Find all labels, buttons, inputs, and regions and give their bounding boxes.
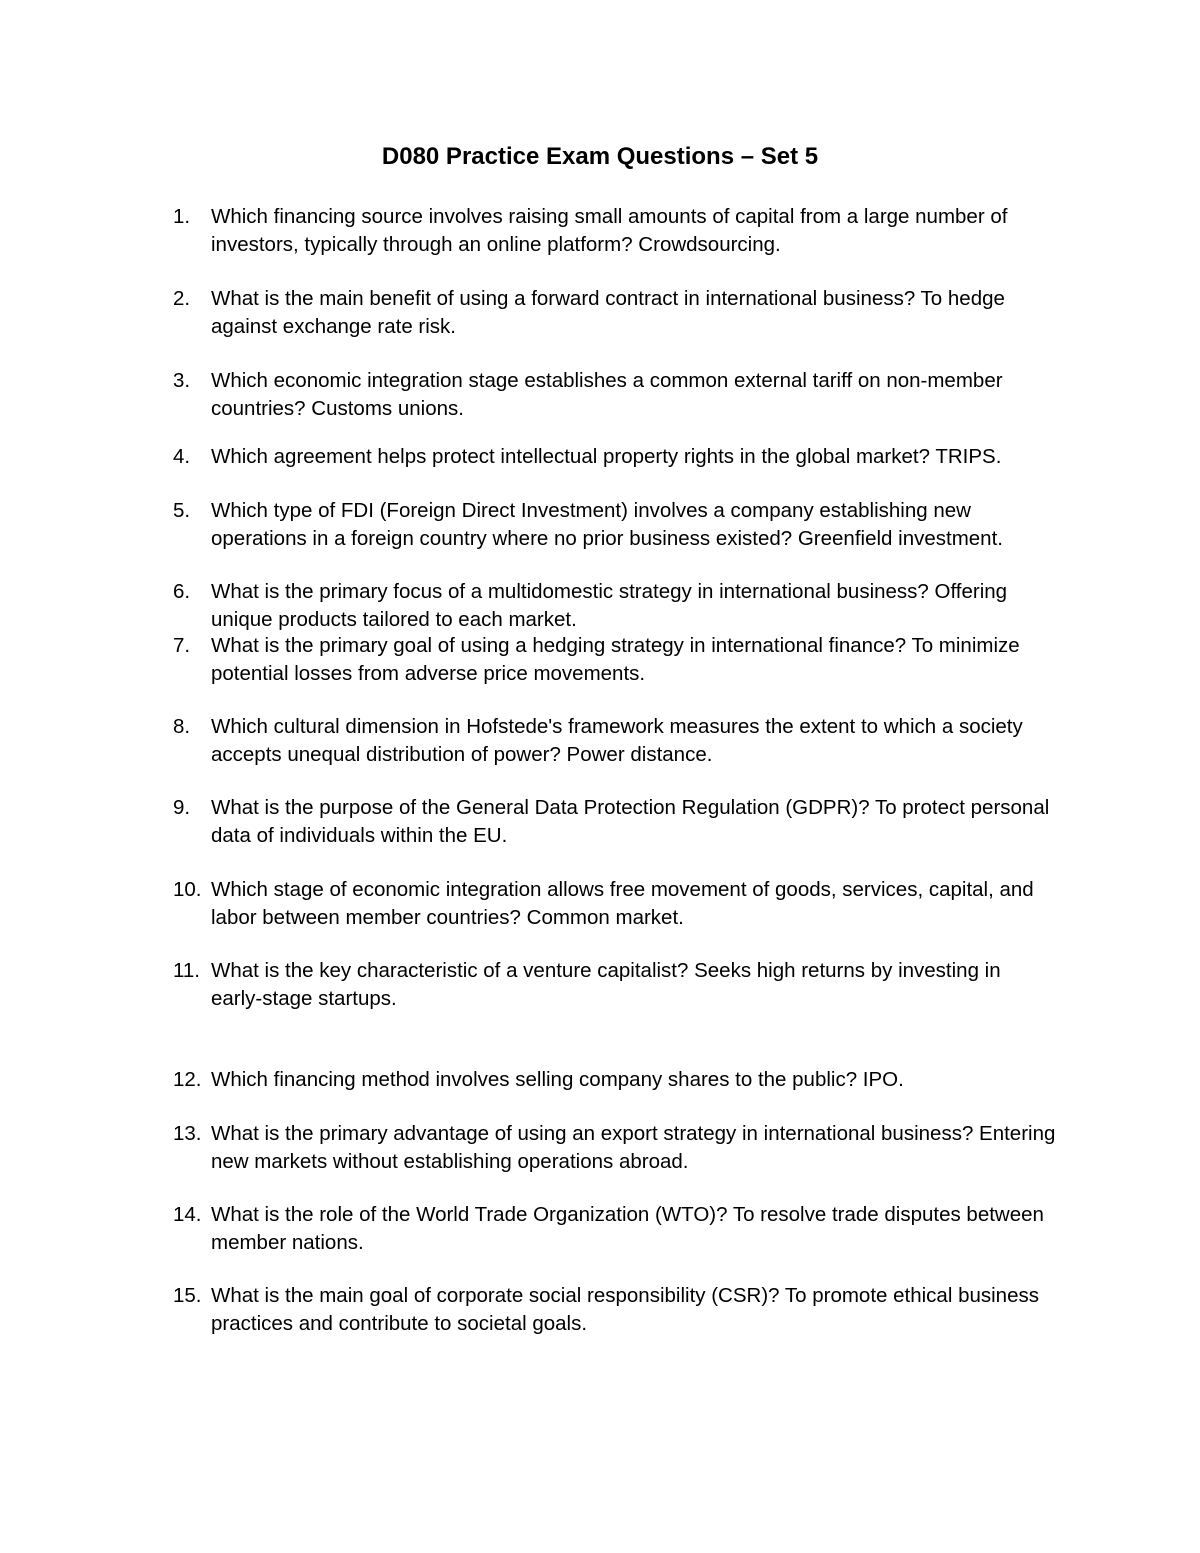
question-number: 14. [173, 1203, 202, 1226]
question-text: Which type of FDI (Foreign Direct Investment) involves a company establishing new operations in a foreign country where no prior business existed? Greenfield investment. [211, 499, 1003, 550]
question-number: 2. [173, 287, 191, 310]
question-item [173, 285, 1073, 340]
question-text: What is the main benefit of using a forward contract in international business? To hedge against exchange rate risk. [211, 287, 1005, 338]
document-title: D080 Practice Exam Questions – Set 5 [381, 143, 819, 170]
question-number: 11. [173, 959, 200, 982]
question-number: 6. [173, 580, 191, 603]
question-item [173, 713, 1073, 768]
question-number: 1. [173, 205, 191, 228]
question-number: 3. [173, 369, 191, 392]
question-text: What is the primary goal of using a hedging strategy in international finance? To minimize potential losses from adverse price movements. [211, 634, 1020, 685]
question-item [173, 1120, 1073, 1175]
question-text: Which financing source involves raising small amounts of capital from a large number of investors, typically through an online platform? Crowdsourcing. [211, 205, 1008, 256]
question-item [173, 794, 1073, 849]
question-item [173, 632, 1073, 687]
question-text: What is the main goal of corporate social responsibility (CSR)? To promote ethical business practices and contribute to societal goals. [211, 1284, 1039, 1335]
question-item [173, 1201, 1073, 1256]
question-number: 15. [173, 1284, 202, 1307]
question-number: 5. [173, 499, 191, 522]
question-item [173, 443, 1073, 471]
question-text: What is the purpose of the General Data Protection Regulation (GDPR)? To protect personal data of individuals within the EU. [211, 796, 1050, 847]
question-text: Which agreement helps protect intellectual property rights in the global market? TRIPS. [211, 445, 1002, 468]
question-item [173, 578, 1073, 633]
question-item [173, 1282, 1073, 1337]
question-item [173, 367, 1073, 422]
question-number: 13. [173, 1122, 202, 1145]
question-item [173, 1066, 1073, 1094]
question-number: 7. [173, 634, 191, 657]
question-item [173, 876, 1073, 931]
question-text: Which financing method involves selling company shares to the public? IPO. [211, 1068, 904, 1091]
question-number: 12. [173, 1068, 202, 1091]
question-item [173, 203, 1073, 258]
question-text: Which economic integration stage establishes a common external tariff on non-member countries? Customs unions. [211, 369, 1003, 420]
question-text: What is the key characteristic of a venture capitalist? Seeks high returns by investing in early-stage startups. [211, 959, 1001, 1010]
question-text: What is the primary advantage of using an export strategy in international business? Entering new markets without establishing operations abroad. [211, 1122, 1056, 1173]
question-number: 4. [173, 445, 191, 468]
question-text: What is the primary focus of a multidomestic strategy in international business? Offering unique products tailored to each market. [211, 580, 1008, 631]
question-text: Which stage of economic integration allows free movement of goods, services, capital, and labor between member countries? Common market. [211, 878, 1034, 929]
question-item [173, 957, 1073, 1012]
question-number: 8. [173, 715, 191, 738]
question-number: 10. [173, 878, 202, 901]
question-item [173, 497, 1073, 552]
question-number: 9. [173, 796, 191, 819]
question-text: What is the role of the World Trade Organization (WTO)? To resolve trade disputes between member nations. [211, 1203, 1044, 1254]
question-text: Which cultural dimension in Hofstede's framework measures the extent to which a society accepts unequal distribution of power? Power distance. [211, 715, 1023, 766]
